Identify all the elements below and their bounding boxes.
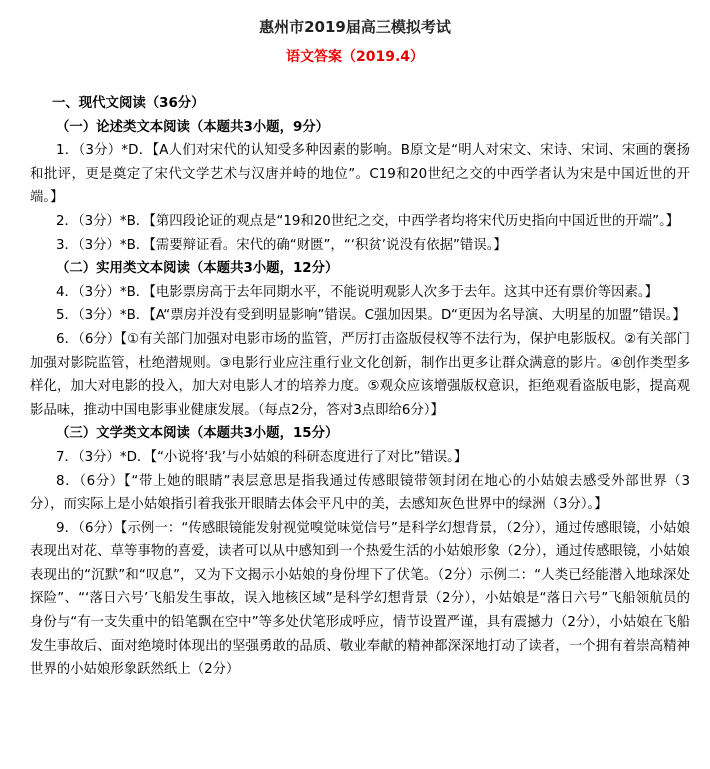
subsection-heading: （三）文学类文本阅读（本题共3小题，15分）	[56, 426, 339, 442]
answer-q8: 8．（6分）【“带上她的眼睛”表层意思是指我通过传感眼镜带领封闭在地心的小姑娘去感受外部世界（3分），而实际上是小姑娘指引着我张开眼睛去体会平凡中的美，去感知灰色世界中的绿洲（3分）。】	[30, 473, 690, 513]
page-subtitle: 语文答案（2019.4）	[285, 49, 425, 65]
subsection-heading: （一）论述类文本阅读（本题共3小题，9分）	[56, 119, 330, 135]
answer-q9: 9．（6分）【示例一：“传感眼镜能发射视觉嗅觉味觉信号”是科学幻想背景，（2分），通过传感眼镜，小姑娘表现出对花、草等事物的喜爱，读者可以从中感知到一个热爱生活的小姑娘形象（2分），通过传感眼镜，小姑娘表现出的“沉默”和“叹息”，又为下文揭示小姑娘的身份埋下了伏笔。（2分）示例二：“人类已经能潜入地球深处探险”、“‘落日六号’飞船发生事故，误入地核区域”是科学幻想背景（2分），小姑娘是“落日六号”飞船领航员的身份与“有一支失重中的铅笔飘在空中”等多处伏笔形成呼应，情节设置严谨，具有震撼力（2分），小姑娘在飞船发生事故后、面对绝境时体现出的坚强勇敢的品质、敬业奉献的精神都深深地打动了读者，一个拥有着崇高精神世界的小姑娘形象跃然纸上（2分）	[30, 520, 690, 678]
answer-q2: 2．（3分）*B．【第四段论证的观点是“19和20世纪之交，中西学者均将宋代历史指向中国近世的开端”。】	[56, 213, 680, 229]
section-heading: 一、现代文阅读（36分）	[52, 96, 205, 111]
answer-q6: 6．（6分）【①有关部门加强对电影市场的监管，严厉打击盗版侵权等不法行为，保护电影版权。②有关部门加强对影院监管，杜绝潜规则。③电影行业应注重行业文化创新，制作出更多让群众满意的影片。④创作类型多样化，加大对电影的投入，加大对电影人才的培养力度。⑤观众应该增强版权意识，拒绝观看盗版电影，提高观影品味，推动中国电影事业健康发展。（每点2分，答对3点即给6分）】	[30, 331, 690, 418]
answer-q4: 4．（3分）*B．【电影票房高于去年同期水平，不能说明观影人次多于去年。这其中还有票价等因素。】	[56, 284, 659, 300]
subsection-heading: （二）实用类文本阅读（本题共3小题，12分）	[56, 261, 339, 277]
answer-q1: 1．（3分）*D．【A人们对宋代的认知受多种因素的影响。B原文是“明人对宋文、宋诗、宋词、宋画的褒扬和批评，更是奠定了宋代文学艺术与汉唐并峙的地位”。C19和20世纪之交的中西学者认为宋是中国近世的开端。】	[30, 143, 690, 206]
answer-q7: 7．（3分）*D．【“小说将‘我’与小姑娘的科研态度进行了对比”错误。】	[56, 449, 468, 465]
page-title: 惠州市2019届高三模拟考试	[259, 18, 451, 36]
answer-q5: 5．（3分）*B．【A“票房并没有受到明显影响”错误。C强加因果。D“更因为名导演、大明星的加盟”错误。】	[56, 308, 686, 324]
answer-q3: 3．（3分）*B．【需要辩证看。宋代的确“财匮”，“‘积贫’说没有依据”错误。】	[56, 237, 507, 253]
answer-content	[30, 92, 690, 682]
